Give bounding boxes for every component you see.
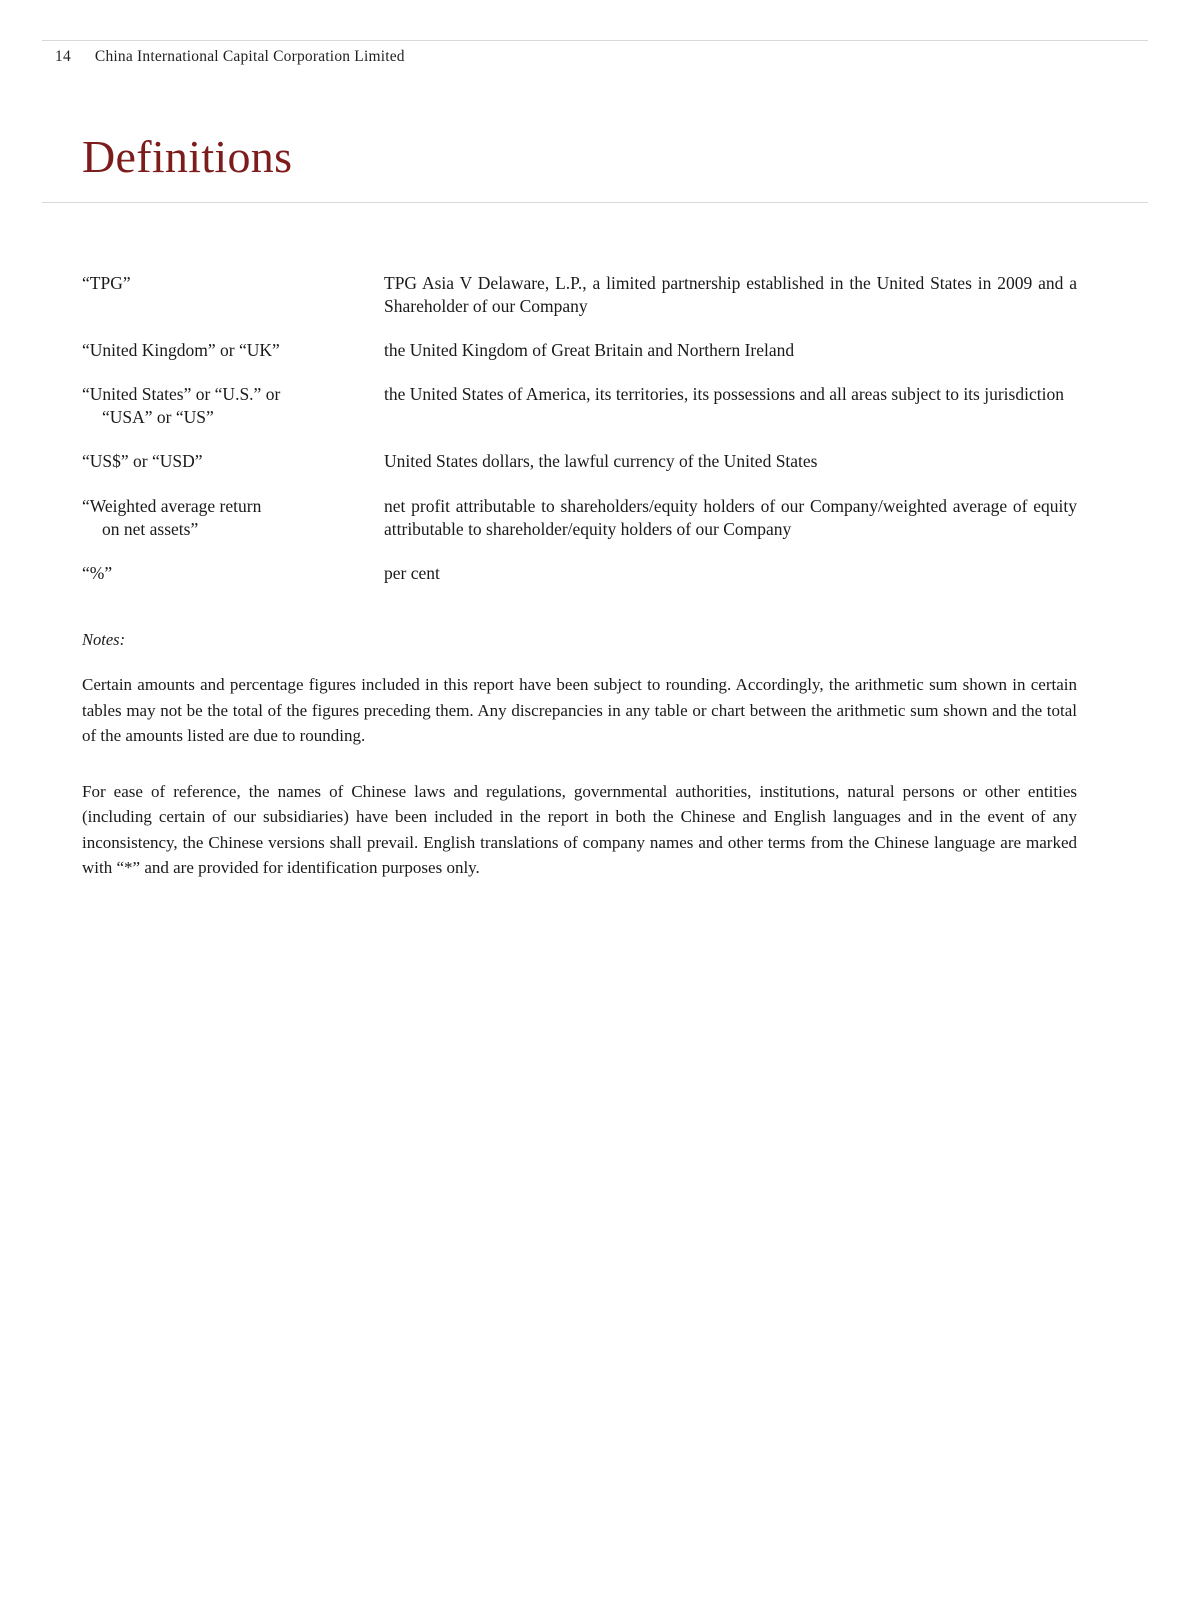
definition-term — [82, 495, 384, 541]
definition-description: per cent — [384, 562, 440, 583]
definition-term-line2: “USA” or “US” — [102, 407, 214, 428]
definition-description: the United Kingdom of Great Britain and Northern Ireland — [384, 340, 795, 361]
definition-description: the United States of America, its territories, its possessions and all areas subject to its jurisdiction — [384, 384, 1064, 405]
definition-term — [82, 562, 384, 585]
definition-term — [82, 383, 384, 429]
definitions-list — [82, 272, 1077, 606]
definition-term — [82, 272, 384, 295]
notes-paragraph: For ease of reference, the names of Chinese laws and regulations, governmental authorities, institutions, natural persons or other entities (including certain of our subsidiaries) have been included in the report in both the Chinese and English languages and in the event of any inconsistency, the Chinese versions shall prevail. English translations of company names and other terms from the Chinese language are marked with “*” and are provided for identification purposes only. — [82, 781, 1077, 877]
definition-row — [82, 495, 1077, 541]
notes-body — [82, 672, 1077, 881]
definition-row — [82, 339, 1077, 362]
definition-description: net profit attributable to shareholders/equity holders of our Company/weighted average of equity attributable to shareholder/equity holders of our Company — [384, 495, 1077, 539]
definition-term-line1: “US$” or “USD” — [82, 451, 203, 472]
page-number: 14 — [55, 48, 71, 65]
page-title: Definitions — [82, 131, 293, 182]
definition-row — [82, 272, 1077, 318]
definition-row — [82, 450, 1077, 473]
definition-description: TPG Asia V Delaware, L.P., a limited partnership established in the United States in 2009 and a Shareholder of our Company — [384, 273, 1077, 317]
definition-term-line1: “Weighted average return — [82, 495, 262, 516]
definition-term-line2: on net assets” — [102, 518, 199, 539]
definition-term-line1: “%” — [82, 562, 113, 583]
definition-row — [82, 562, 1077, 585]
definition-term-line1: “United Kingdom” or “UK” — [82, 340, 280, 361]
definition-term-line1: “TPG” — [82, 273, 131, 293]
company-name: China International Capital Corporation Limited — [94, 48, 405, 65]
title-divider — [42, 202, 1148, 203]
header-divider — [42, 40, 1148, 41]
notes-paragraph: Certain amounts and percentage figures included in this report have been subject to rounding. Accordingly, the arithmetic sum shown in certain tables may not be the total of the figures preceding them. Any discrepancies in any table or chart between the arithmetic sum shown and the total of the amounts listed are due to rounding. — [82, 675, 1077, 745]
definition-row — [82, 383, 1077, 429]
definition-term — [82, 339, 384, 362]
running-header — [55, 48, 405, 66]
definition-description: United States dollars, the lawful currency of the United States — [384, 451, 818, 472]
definition-term — [82, 450, 384, 473]
definition-term-line1: “United States” or “U.S.” or — [82, 384, 281, 405]
notes-label: Notes: — [82, 630, 126, 649]
